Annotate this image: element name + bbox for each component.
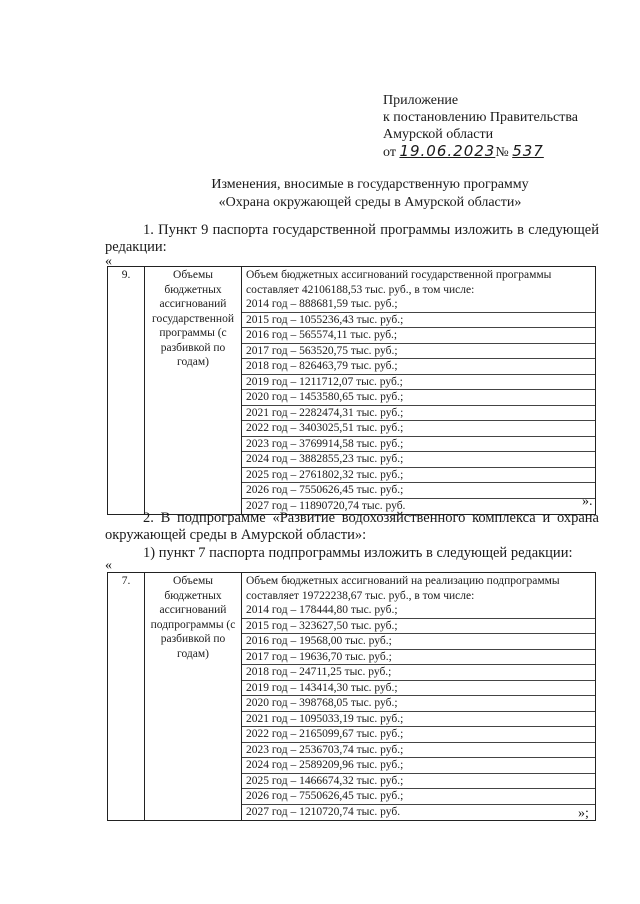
year-line: 2024 год – 2589209,96 тыс. руб.;: [242, 757, 595, 773]
appendix-line-2: к постановлению Правительства: [383, 110, 579, 125]
year-line: 2014 год – 178444,80 тыс. руб.;: [246, 604, 398, 616]
row-number: 9.: [108, 267, 145, 515]
row-value: [242, 267, 596, 515]
year-line: 2024 год – 3882855,23 тыс. руб.;: [242, 451, 595, 467]
year-line: 2018 год – 24711,25 тыс. руб.;: [242, 664, 595, 680]
appendix-header: [383, 92, 578, 161]
year-line: 2025 год – 1466674,32 тыс. руб.;: [242, 773, 595, 789]
row-value: [242, 573, 596, 821]
passport-table-program: [107, 266, 596, 515]
item-2-open-quote: «: [105, 558, 112, 573]
item-2-text: 2. В подпрограмме «Развитие водохозяйственного комплекса и охрана окружающей среды в Амурской области»:: [105, 510, 599, 543]
year-line: 2017 год – 19636,70 тыс. руб.;: [242, 649, 595, 665]
year-line: 2026 год – 7550626,45 тыс. руб.;: [242, 482, 595, 498]
budget-intro: Объем бюджетных ассигнований государственной программы составляет 42106188,53 тыс. руб., в том числе:: [246, 269, 552, 296]
year-line: 2015 год – 323627,50 тыс. руб.;: [242, 618, 595, 634]
year-line: 2025 год – 2761802,32 тыс. руб.;: [242, 467, 595, 483]
year-line: 2019 год – 1211712,07 тыс. руб.;: [242, 374, 595, 390]
year-line: 2015 год – 1055236,43 тыс. руб.;: [242, 312, 595, 328]
handwritten-number: 537: [512, 142, 544, 160]
item-2-sub-1: 1) пункт 7 паспорта подпрограммы изложить в следующей редакции:: [143, 545, 573, 561]
item-2-close-quote: »;: [578, 806, 589, 821]
year-line: 2018 год – 826463,79 тыс. руб.;: [242, 358, 595, 374]
year-line: 2023 год – 3769914,58 тыс. руб.;: [242, 436, 595, 452]
year-line: 2016 год – 19568,00 тыс. руб.;: [242, 633, 595, 649]
table-row: [108, 573, 596, 821]
year-line: 2023 год – 2536703,74 тыс. руб.;: [242, 742, 595, 758]
year-line: 2016 год – 565574,11 тыс. руб.;: [242, 327, 595, 343]
row-label: Объемы бюджетных ассигнований государственной программы (с разбивкой по годам): [145, 267, 242, 515]
date-prefix: от: [383, 145, 396, 160]
row-label: Объемы бюджетных ассигнований подпрограммы (с разбивкой по годам): [145, 573, 242, 821]
item-1-close-quote: ».: [582, 494, 593, 509]
handwritten-date: 19.06.2023: [399, 142, 496, 160]
title-line-1: Изменения, вносимые в государственную программу: [211, 177, 529, 192]
document-title: [100, 176, 640, 212]
year-line: 2026 год – 7550626,45 тыс. руб.;: [242, 788, 595, 804]
year-line: 2027 год – 1210720,74 тыс. руб.: [242, 804, 595, 820]
year-line: 2021 год – 1095033,19 тыс. руб.;: [242, 711, 595, 727]
title-line-2: «Охрана окружающей среды в Амурской области»: [218, 195, 522, 210]
passport-table-subprogram: [107, 572, 596, 821]
year-line: 2014 год – 888681,59 тыс. руб.;: [246, 298, 398, 310]
item-1-open-quote: «: [105, 254, 112, 269]
budget-intro: Объем бюджетных ассигнований на реализацию подпрограммы составляет 19722238,67 тыс. руб., в том числе:: [246, 575, 560, 602]
year-line: 2022 год – 2165099,67 тыс. руб.;: [242, 726, 595, 742]
appendix-line-3: Амурской области: [383, 127, 494, 142]
year-line: 2019 год – 143414,30 тыс. руб.;: [242, 680, 595, 696]
year-line: 2020 год – 1453580,65 тыс. руб.;: [242, 389, 595, 405]
appendix-date-line: [383, 143, 578, 161]
year-line: 2020 год – 398768,05 тыс. руб.;: [242, 695, 595, 711]
year-line: 2022 год – 3403025,51 тыс. руб.;: [242, 420, 595, 436]
table-row: [108, 267, 596, 515]
row-number: 7.: [108, 573, 145, 821]
item-1-text: 1. Пункт 9 паспорта государственной программы изложить в следующей редакции:: [105, 222, 599, 255]
year-line: 2021 год – 2282474,31 тыс. руб.;: [242, 405, 595, 421]
year-line: 2027 год – 11890720,74 тыс. руб.: [242, 498, 595, 514]
year-line: 2017 год – 563520,75 тыс. руб.;: [242, 343, 595, 359]
number-prefix: №: [495, 145, 509, 160]
appendix-line-1: Приложение: [383, 93, 459, 108]
